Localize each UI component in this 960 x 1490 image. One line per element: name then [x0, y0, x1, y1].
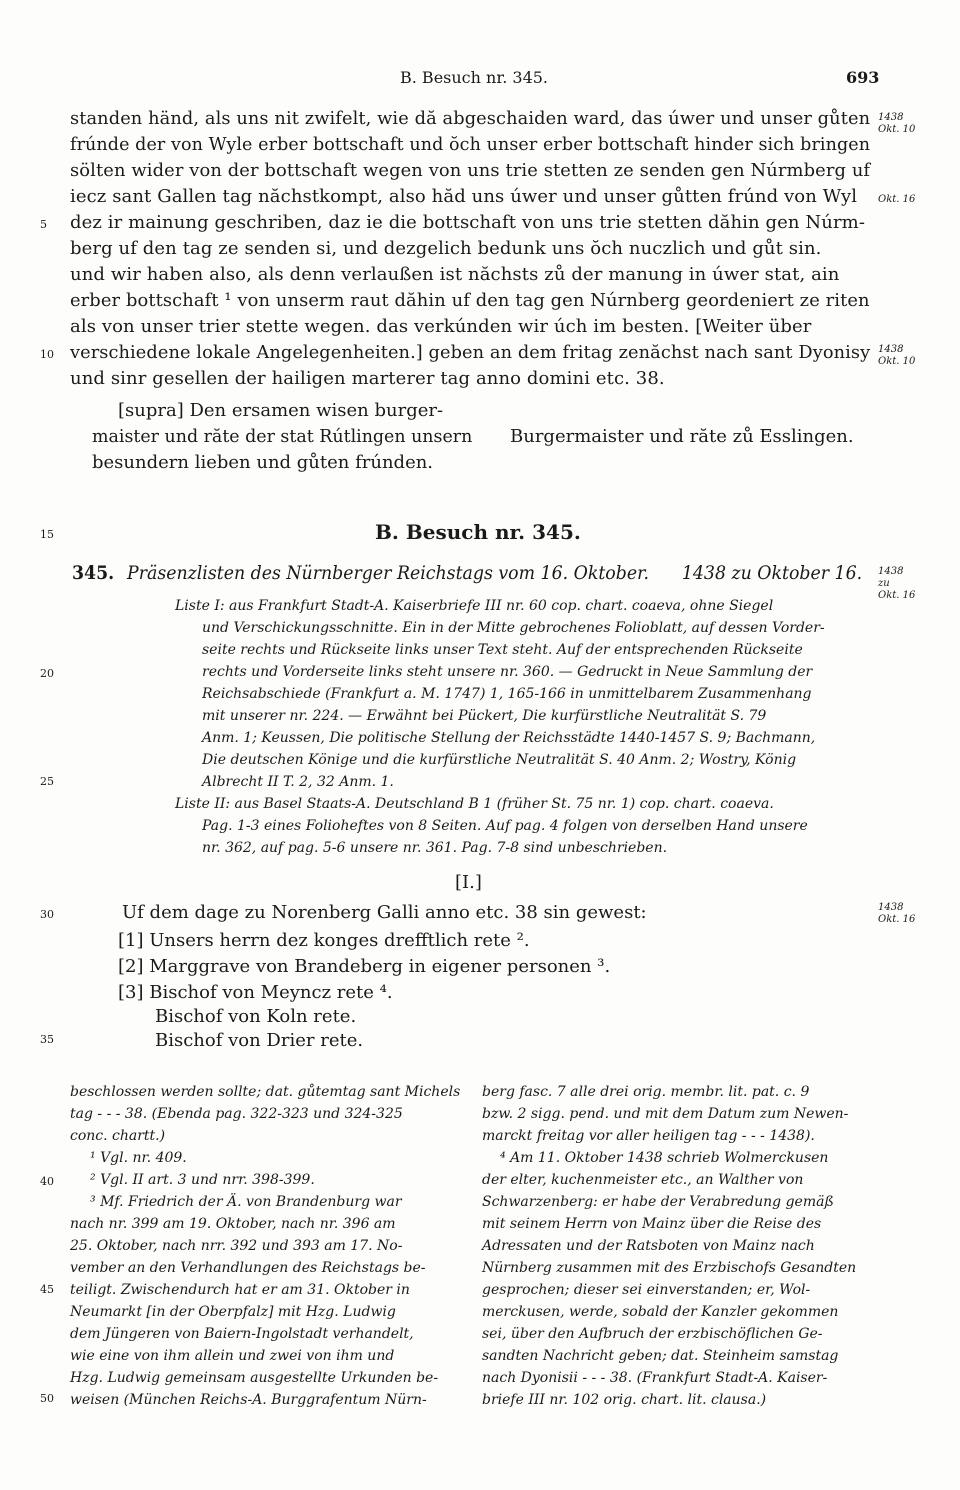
source-line: seite rechts und Rückseite links unser Text steht. Auf der entsprechenden Rückseite: [202, 642, 803, 658]
footnote-line: beschlossen werden sollte; dat. gůtemtag sant Michels: [70, 1084, 461, 1100]
margin-date: 1438 Okt. 16: [878, 902, 916, 925]
line-number: 15: [40, 528, 54, 541]
footnote-line: nach nr. 399 am 19. Oktober, nach nr. 396 am: [70, 1216, 396, 1232]
list-item: Bischof von Drier rete.: [155, 1030, 364, 1051]
footnote-line: ³ Mf. Friedrich der Ä. von Brandenburg war: [90, 1194, 402, 1210]
source-line: Reichsabschiede (Frankfurt a. M. 1747) 1, 165-166 in unmittelbarem Zusammenhang: [202, 686, 812, 702]
list-item: [2] Marggrave von Brandeberg in eigener personen ³.: [118, 956, 611, 977]
source-line: Liste I: aus Frankfurt Stadt-A. Kaiserbriefe III nr. 60 cop. chart. coaeva, ohne Siegel: [175, 598, 774, 614]
source-line: nr. 362, auf pag. 5-6 unsere nr. 361. Pag. 7-8 sind unbeschrieben.: [202, 840, 668, 856]
margin-date: 1438 Okt. 10: [878, 112, 916, 135]
footnote-line: berg fasc. 7 alle drei orig. membr. lit. pat. c. 9: [482, 1084, 810, 1100]
margin-date: 1438 zu Okt. 16: [878, 566, 916, 601]
body-line: als von unser trier stette wegen. das verkúnden wir úch im besten. [Weiter über: [70, 316, 812, 337]
list-item: [1] Unsers herrn dez konges drefftlich rete ².: [118, 930, 530, 951]
body-line: berg uf den tag ze senden si, und dezgelich bedunk uns ŏch nuczlich und gůt sin.: [70, 238, 822, 259]
source-line: rechts und Vorderseite links steht unsere nr. 360. — Gedruckt in Neue Sammlung der: [202, 664, 813, 680]
footnote-line: Nürnberg zusammen mit des Erzbischofs Gesandten: [482, 1260, 857, 1276]
footnote-line: nach Dyonisii - - - 38. (Frankfurt Stadt-A. Kaiser-: [482, 1370, 828, 1386]
list-item: [3] Bischof von Meyncz rete ⁴.: [118, 982, 393, 1003]
source-line: mit unserer nr. 224. — Erwähnt bei Pückert, Die kurfürstliche Neutralität S. 79: [202, 708, 767, 724]
body-line: verschiedene lokale Angelegenheiten.] geben an dem fritag zenăchst nach sant Dyonisy: [70, 342, 871, 363]
source-line: Liste II: aus Basel Staats-A. Deutschland B 1 (früher St. 75 nr. 1) cop. chart. coaeva.: [175, 796, 774, 812]
line-number: 45: [40, 1283, 54, 1296]
address-line: maister und răte der stat Rútlingen unsern: [92, 426, 473, 447]
footnote-line: bzw. 2 sigg. pend. und mit dem Datum zum Newen-: [482, 1106, 849, 1122]
footnote-line: Hzg. Ludwig gemeinsam ausgestellte Urkunden be-: [70, 1370, 439, 1386]
footnote-line: ² Vgl. II art. 3 und nrr. 398-399.: [90, 1172, 315, 1188]
footnote-line: ⁴ Am 11. Oktober 1438 schrieb Wolmerckusen: [500, 1150, 829, 1166]
footnote-line: merckusen, werde, sobald der Kanzler gekommen: [482, 1304, 839, 1320]
footnote-line: briefe III nr. 102 orig. chart. lit. clausa.): [482, 1392, 767, 1408]
source-line: Die deutschen Könige und die kurfürstliche Neutralität S. 40 Anm. 2; Wostry, König: [202, 752, 797, 768]
list-item: Bischof von Koln rete.: [155, 1006, 357, 1027]
footnote-line: teiligt. Zwischendurch hat er am 31. Oktober in: [70, 1282, 410, 1298]
list-item: Uf dem dage zu Norenberg Galli anno etc. 38 sin gewest:: [122, 902, 647, 923]
line-number: 30: [40, 908, 54, 921]
source-line: und Verschickungsschnitte. Ein in der Mitte gebrochenes Folioblatt, auf dessen Vorder-: [202, 620, 825, 636]
footnote-line: Schwarzenberg: er habe der Verabredung gemäß: [482, 1194, 834, 1210]
footnote-line: Adressaten und der Ratsboten von Mainz nach: [482, 1238, 815, 1254]
address-line: besundern lieben und gůten frúnden.: [92, 452, 434, 473]
line-number: 20: [40, 667, 54, 680]
running-header: B. Besuch nr. 345.: [400, 68, 549, 87]
footnote-line: 25. Oktober, nach nrr. 392 und 393 am 17. No-: [70, 1238, 403, 1254]
footnote-line: sei, über den Aufbruch der erzbischöflichen Ge-: [482, 1326, 823, 1342]
footnote-line: tag - - - 38. (Ebenda pag. 322-323 und 324-325: [70, 1106, 403, 1122]
section-title: B. Besuch nr. 345.: [375, 520, 581, 544]
footnote-line: conc. chartt.): [70, 1128, 166, 1144]
line-number: 35: [40, 1033, 54, 1046]
footnote-line: sandten Nachricht geben; dat. Steinheim samstag: [482, 1348, 839, 1364]
line-number: 40: [40, 1175, 54, 1188]
footnote-line: weisen (München Reichs-A. Burggrafentum Nürn-: [70, 1392, 427, 1408]
footnote-line: der elter, kuchenmeister etc., an Walther von: [482, 1172, 804, 1188]
line-number: 10: [40, 348, 54, 361]
footnote-line: dem Jüngeren von Baiern-Ingolstadt verhandelt,: [70, 1326, 414, 1342]
margin-date: Okt. 16: [878, 194, 916, 205]
footnote-line: gesprochen; dieser sei einverstanden; er, Wol-: [482, 1282, 811, 1298]
address-recipient: Burgermaister und răte zů Esslingen.: [510, 426, 854, 447]
body-line: und wir haben also, als denn verlaußen ist năchsts zů der manung in úwer stat, ain: [70, 264, 840, 285]
body-line: standen händ, als uns nit zwifelt, wie dă abgeschaiden ward, das úwer und unser gůten: [70, 108, 871, 129]
source-line: Pag. 1-3 eines Folioheftes von 8 Seiten. Auf pag. 4 folgen von derselben Hand unsere: [202, 818, 808, 834]
footnote-line: ¹ Vgl. nr. 409.: [90, 1150, 187, 1166]
footnote-line: marckt freitag vor aller heiligen tag - - - 1438).: [482, 1128, 815, 1144]
footnote-line: mit seinem Herrn von Mainz über die Reise des: [482, 1216, 822, 1232]
document-heading: 345. Präsenzlisten des Nürnberger Reichstags vom 16. Oktober. 1438 zu Oktober 16.: [72, 562, 863, 584]
body-line: sölten wider von der bottschaft wegen von uns trie stetten ze senden gen Núrmberg uf: [70, 160, 871, 181]
footnote-line: wie eine von ihm allein und zwei von ihm und: [70, 1348, 395, 1364]
body-line: iecz sant Gallen tag năchstkompt, also hăd uns úwer und unser gůtten frúnd von Wyl: [70, 186, 858, 207]
footnote-line: Neumarkt [in der Oberpfalz] mit Hzg. Ludwig: [70, 1304, 396, 1320]
source-line: Albrecht II T. 2, 32 Anm. 1.: [202, 774, 394, 790]
line-number: 25: [40, 775, 54, 788]
list-heading: [I.]: [455, 872, 482, 893]
source-line: Anm. 1; Keussen, Die politische Stellung der Reichsstädte 1440-1457 S. 9; Bachmann,: [202, 730, 816, 746]
address-line: [supra] Den ersamen wisen burger-: [118, 400, 444, 421]
body-line: und sinr gesellen der hailigen marterer tag anno domini etc. 38.: [70, 368, 665, 389]
line-number: 50: [40, 1392, 54, 1405]
body-line: erber bottschaft ¹ von unserm raut dăhin uf den tag gen Núrnberg geordeniert ze riten: [70, 290, 870, 311]
page-number: 693: [846, 68, 880, 87]
body-line: dez ir mainung geschriben, daz ie die bottschaft von uns trie stetten dăhin gen Núrm-: [70, 212, 866, 233]
body-line: frúnde der von Wyle erber bottschaft und ŏch unser erber bottschaft hinder sich bringen: [70, 134, 871, 155]
margin-date: 1438 Okt. 10: [878, 344, 916, 367]
footnote-line: vember an den Verhandlungen des Reichstags be-: [70, 1260, 426, 1276]
line-number: 5: [40, 218, 47, 231]
